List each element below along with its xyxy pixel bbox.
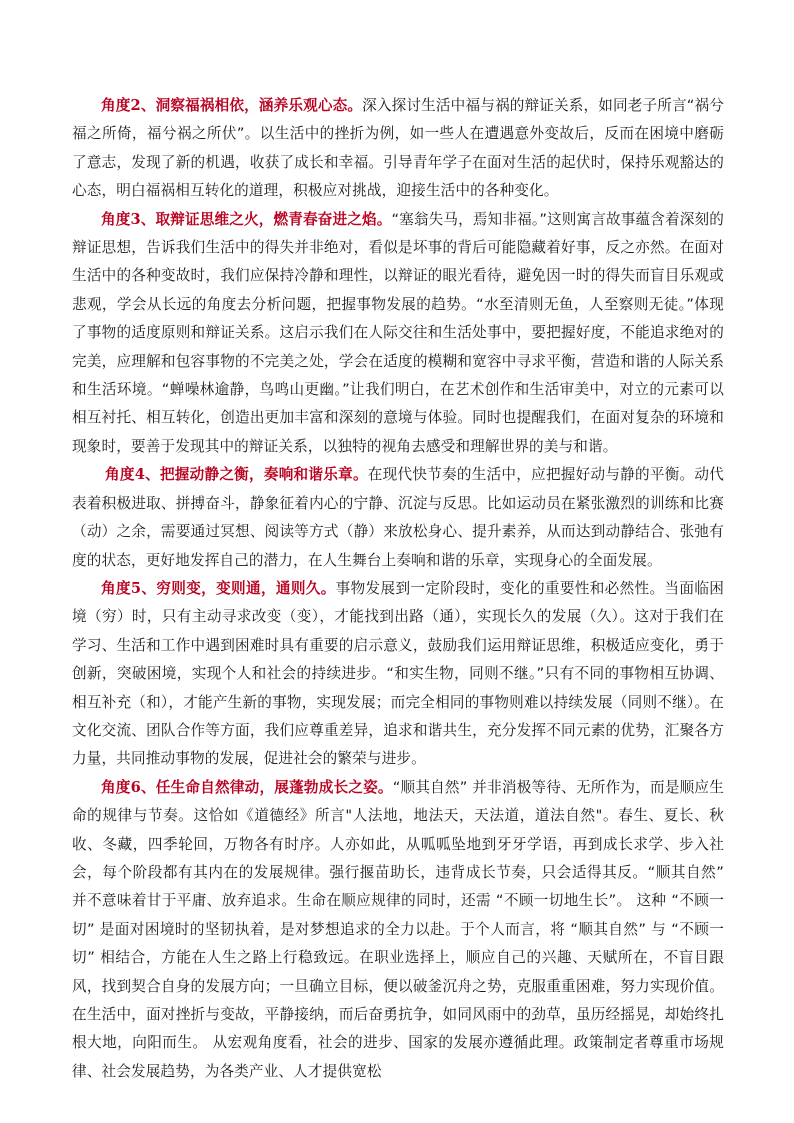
paragraph-heading: 角度4、把握动静之衡，奏响和谐乐章。 [105, 466, 368, 484]
paragraph-heading: 角度5、穷则变，变则通，通则久。 [101, 579, 336, 597]
paragraph-text: “塞翁失马，焉知非福。”这则寓言故事蕴含着深刻的辩证思想，告诉我们生活中的得失并非绝对，看似是坏事的背后可能隐藏着好事，反之亦然。在面对生活中的各种变故时，我们应保持冷静和理性，以辩证的眼光看待，避免因一时的得失而盲目乐观或悲观，学会从长远的角度去分析问题，把握事物发展的趋势。“水至清则无鱼，人至察则无徒。”体现了事物的适度原则和辩证关系。这启示我们在人际交往和生活处事中，要把握好度，不能追求绝对的完美，应理解和包容事物的不完美之处，学会在适度的模糊和宽容中寻求平衡，营造和谐的人际关系和生活环境。“蝉噪林逾静，鸟鸣山更幽。”让我们明白，在艺术创作和生活审美中，对立的元素可以相互衬托、相互转化，创造出更加丰富和深刻的意境与体验。同时也提醒我们，在面对复杂的环境和现象时，要善于发现其中的辩证关系，以独特的视角去感受和理解世界的美与和谐。 [72, 210, 724, 455]
paragraph-text: 深入探讨生活中福与祸的辩证关系，如同老子所言“祸兮福之所倚，福兮祸之所伏”。以生活中的挫折为例，如一些人在遭遇意外变故后，反而在困境中磨砺了意志，发现了新的机遇，收获了成长和幸福。引导青年学子在面对生活的起伏时，保持乐观豁达的心态，明白福祸相互转化的道理，积极应对挑战，迎接生活中的各种变化。 [72, 97, 724, 200]
paragraph-heading: 角度6、任生命自然律动，展蓬勃成长之姿。 [101, 778, 393, 796]
paragraph-heading: 角度3、取辩证思维之火，燃青春奋进之焰。 [101, 210, 392, 228]
paragraph-angle-2 [72, 92, 724, 206]
paragraph-angle-3 [72, 206, 724, 462]
paragraph-text: 事物发展到一定阶段时，变化的重要性和必然性。当面临困境（穷）时，只有主动寻求改变（变），才能找到出路（通），实现长久的发展（久）。这对于我们在学习、生活和工作中遇到困难时具有重要的启示意义，鼓励我们运用辩证思维，积极适应变化，勇于创新，突破困境，实现个人和社会的持续进步。“和实生物，同则不继。”只有不同的事物相互协调、相互补充（和），才能产生新的事物，实现发展；而完全相同的事物则难以持续发展（同则不继）。在文化交流、团队合作等方面，我们应尊重差异，追求和谐共生，充分发挥不同元素的优势，汇聚各方力量，共同推动事物的发展，促进社会的繁荣与进步。 [72, 579, 725, 768]
paragraph-heading: 角度2、洞察福祸相依，涵养乐观心态。 [101, 97, 363, 114]
paragraph-angle-6 [72, 774, 724, 1086]
paragraph-angle-4 [72, 461, 724, 575]
paragraph-text: 在现代快节奏的生活中，应把握好动与静的平衡。动代表着积极进取、拼搏奋斗，静象征着内心的宁静、沉淀与反思。比如运动员在紧张激烈的训练和比赛（动）之余，需要通过冥想、阅读等方式（静）来放松身心、提升素养，从而达到动静结合、张弛有度的状态，更好地发挥自己的潜力，在人生舞台上奏响和谐的乐章，实现身心的全面发展。 [72, 466, 724, 569]
paragraph-text: “顺其自然” 并非消极等待、无所作为，而是顺应生命的规律与节奏。这恰如《道德经》所言"人法地，地法天，天法道，道法自然"。春生、夏长、秋收、冬藏，四季轮回，万物各有时序。人亦如此，从呱呱坠地到牙牙学语，再到成长求学、步入社会，每个阶段都有其内在的发展规律。强行揠苗助长，违背成长节奏，只会适得其反。“顺其自然” 并不意味着甘于平庸、放弃追求。生命在顺应规律的同时，还需 “不顾一切地生长”。 这种 “不顾一切” 是面对困境时的坚韧执着，是对梦想追求的全力以赴。于个人而言，将 “顺其自然” 与 “不顾一切” 相结合，方能在人生之路上行稳致远。在职业选择上，顺应自己的兴趣、天赋所在，不盲目跟风，找到契合自身的发展方向；一旦确立目标，便以破釜沉舟之势，克服重重困难，努力实现价值。在生活中，面对挫折与变故，平静接纳，而后奋勇抗争，如同风雨中的劲草，虽历经摇晃，却始终扎根大地，向阳而生。 从宏观角度看，社会的进步、国家的发展亦遵循此理。政策制定者尊重市场规律、社会发展趋势，为各类产业、人才提供宽松 [72, 778, 724, 1080]
paragraph-angle-5 [72, 575, 724, 774]
document-body [72, 92, 724, 1086]
